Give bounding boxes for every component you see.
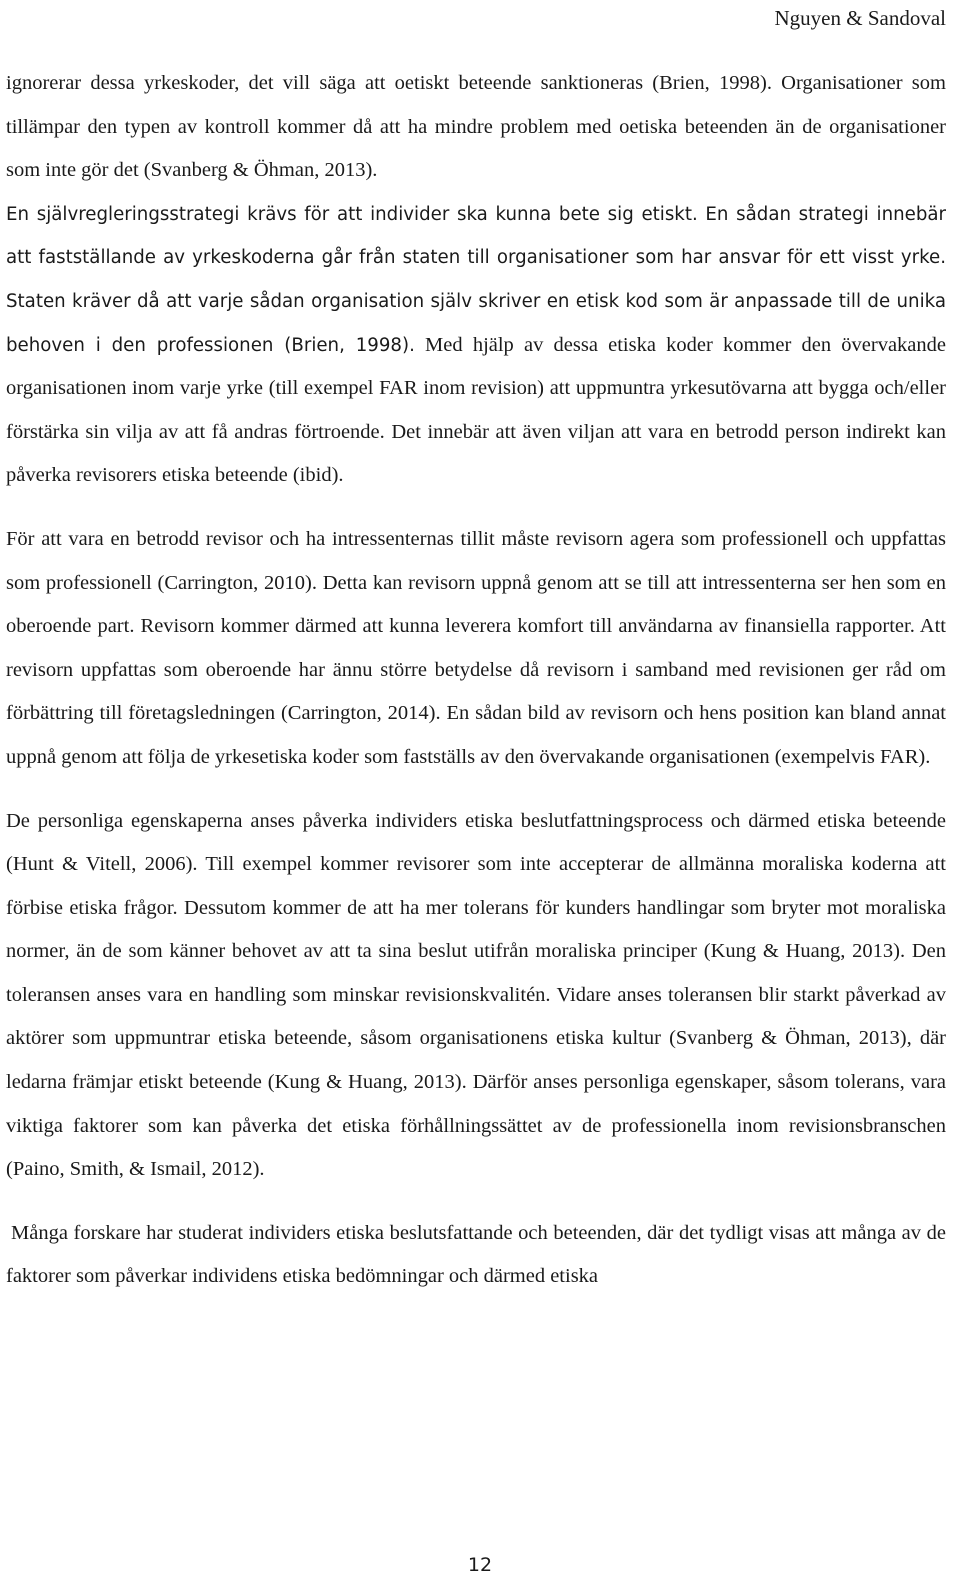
paragraph-3: För att vara en betrodd revisor och ha intressenternas tillit måste revisorn agera som professionell och uppfattas som professionell (Carrington, 2010). Detta kan revisorn uppnå genom att se till att intressenterna ser hen som en oberoende part. Revisorn kommer därmed att kunna leverera komfort till användarna av finansiella rapporter. Att revisorn uppfattas som oberoende har ännu större betydelse då revisorn i samband med revisionen ger råd om förbättring till företagsledningen (Carrington, 2014). En sådan bild av revisorn och hens position kan bland annat uppnå genom att följa de yrkesetiska koder som fastställs av den övervakande organisationen (exempelvis FAR).	[6, 527, 946, 768]
paragraph-2	[6, 193, 946, 498]
paragraph-5: Många forskare har studerat individers etiska beslutsfattande och beteenden, där det tydligt visas att många av de faktorer som påverkar individens etiska bedömningar och därmed etiska	[6, 1221, 946, 1288]
page-number: 12	[467, 1554, 493, 1576]
paragraph-2-serif-run: Med hjälp av dessa etiska koder kommer den övervakande organisationen inom varje yrke (till exempel FAR inom revision) att uppmuntra yrkesutövarna att bygga och/eller förstärka sin vilja av att få andras förtroende. Det innebär att även viljan att vara en betrodd person indirekt kan påverka revisorers etiska beteende (ibid).	[6, 333, 946, 487]
paragraph-2-sans-run: En självregleringsstrategi krävs för att individer ska kunna bete sig etiskt. En sådan strategi innebär att fastställande av yrkeskoderna går från staten till organisationer som har ansvar för ett visst yrke. Staten kräver då att varje sådan organisation själv skriver en etisk kod som är anpassade till de unika behoven i den professionen (Brien, 1998).	[6, 203, 946, 356]
running-header: Nguyen & Sandoval	[774, 6, 946, 30]
paragraph-4: De personliga egenskaperna anses påverka individers etiska beslutfattningsprocess och därmed etiska beteende (Hunt & Vitell, 2006). Till exempel kommer revisorer som inte accepterar de allmänna moraliska koderna att förbise etiska frågor. Dessutom kommer de att ha mer tolerans för kunders handlingar som bryter mot moraliska normer, än de som känner behovet av att ta sina beslut utifrån moraliska principer (Kung & Huang, 2013). Den toleransen anses vara en handling som minskar revisionskvalitén. Vidare anses toleransen blir starkt påverkad av aktörer som uppmuntrar etiska beteende, såsom organisationens etiska kultur (Svanberg & Öhman, 2013), där ledarna främjar etiskt beteende (Kung & Huang, 2013). Därför anses personliga egenskaper, såsom tolerans, vara viktiga faktorer som kan påverka det etiska förhållningssättet av de professionella inom revisionsbranschen (Paino, Smith, & Ismail, 2012).	[6, 809, 946, 1181]
paragraph-1: ignorerar dessa yrkeskoder, det vill säga att oetiskt beteende sanktioneras (Brien, 1998). Organisationer som tillämpar den typen av kontroll kommer då att ha mindre problem med oetiska beteenden än de organisationer som inte gör det (Svanberg & Öhman, 2013).	[6, 72, 946, 182]
body-text	[6, 62, 946, 1299]
